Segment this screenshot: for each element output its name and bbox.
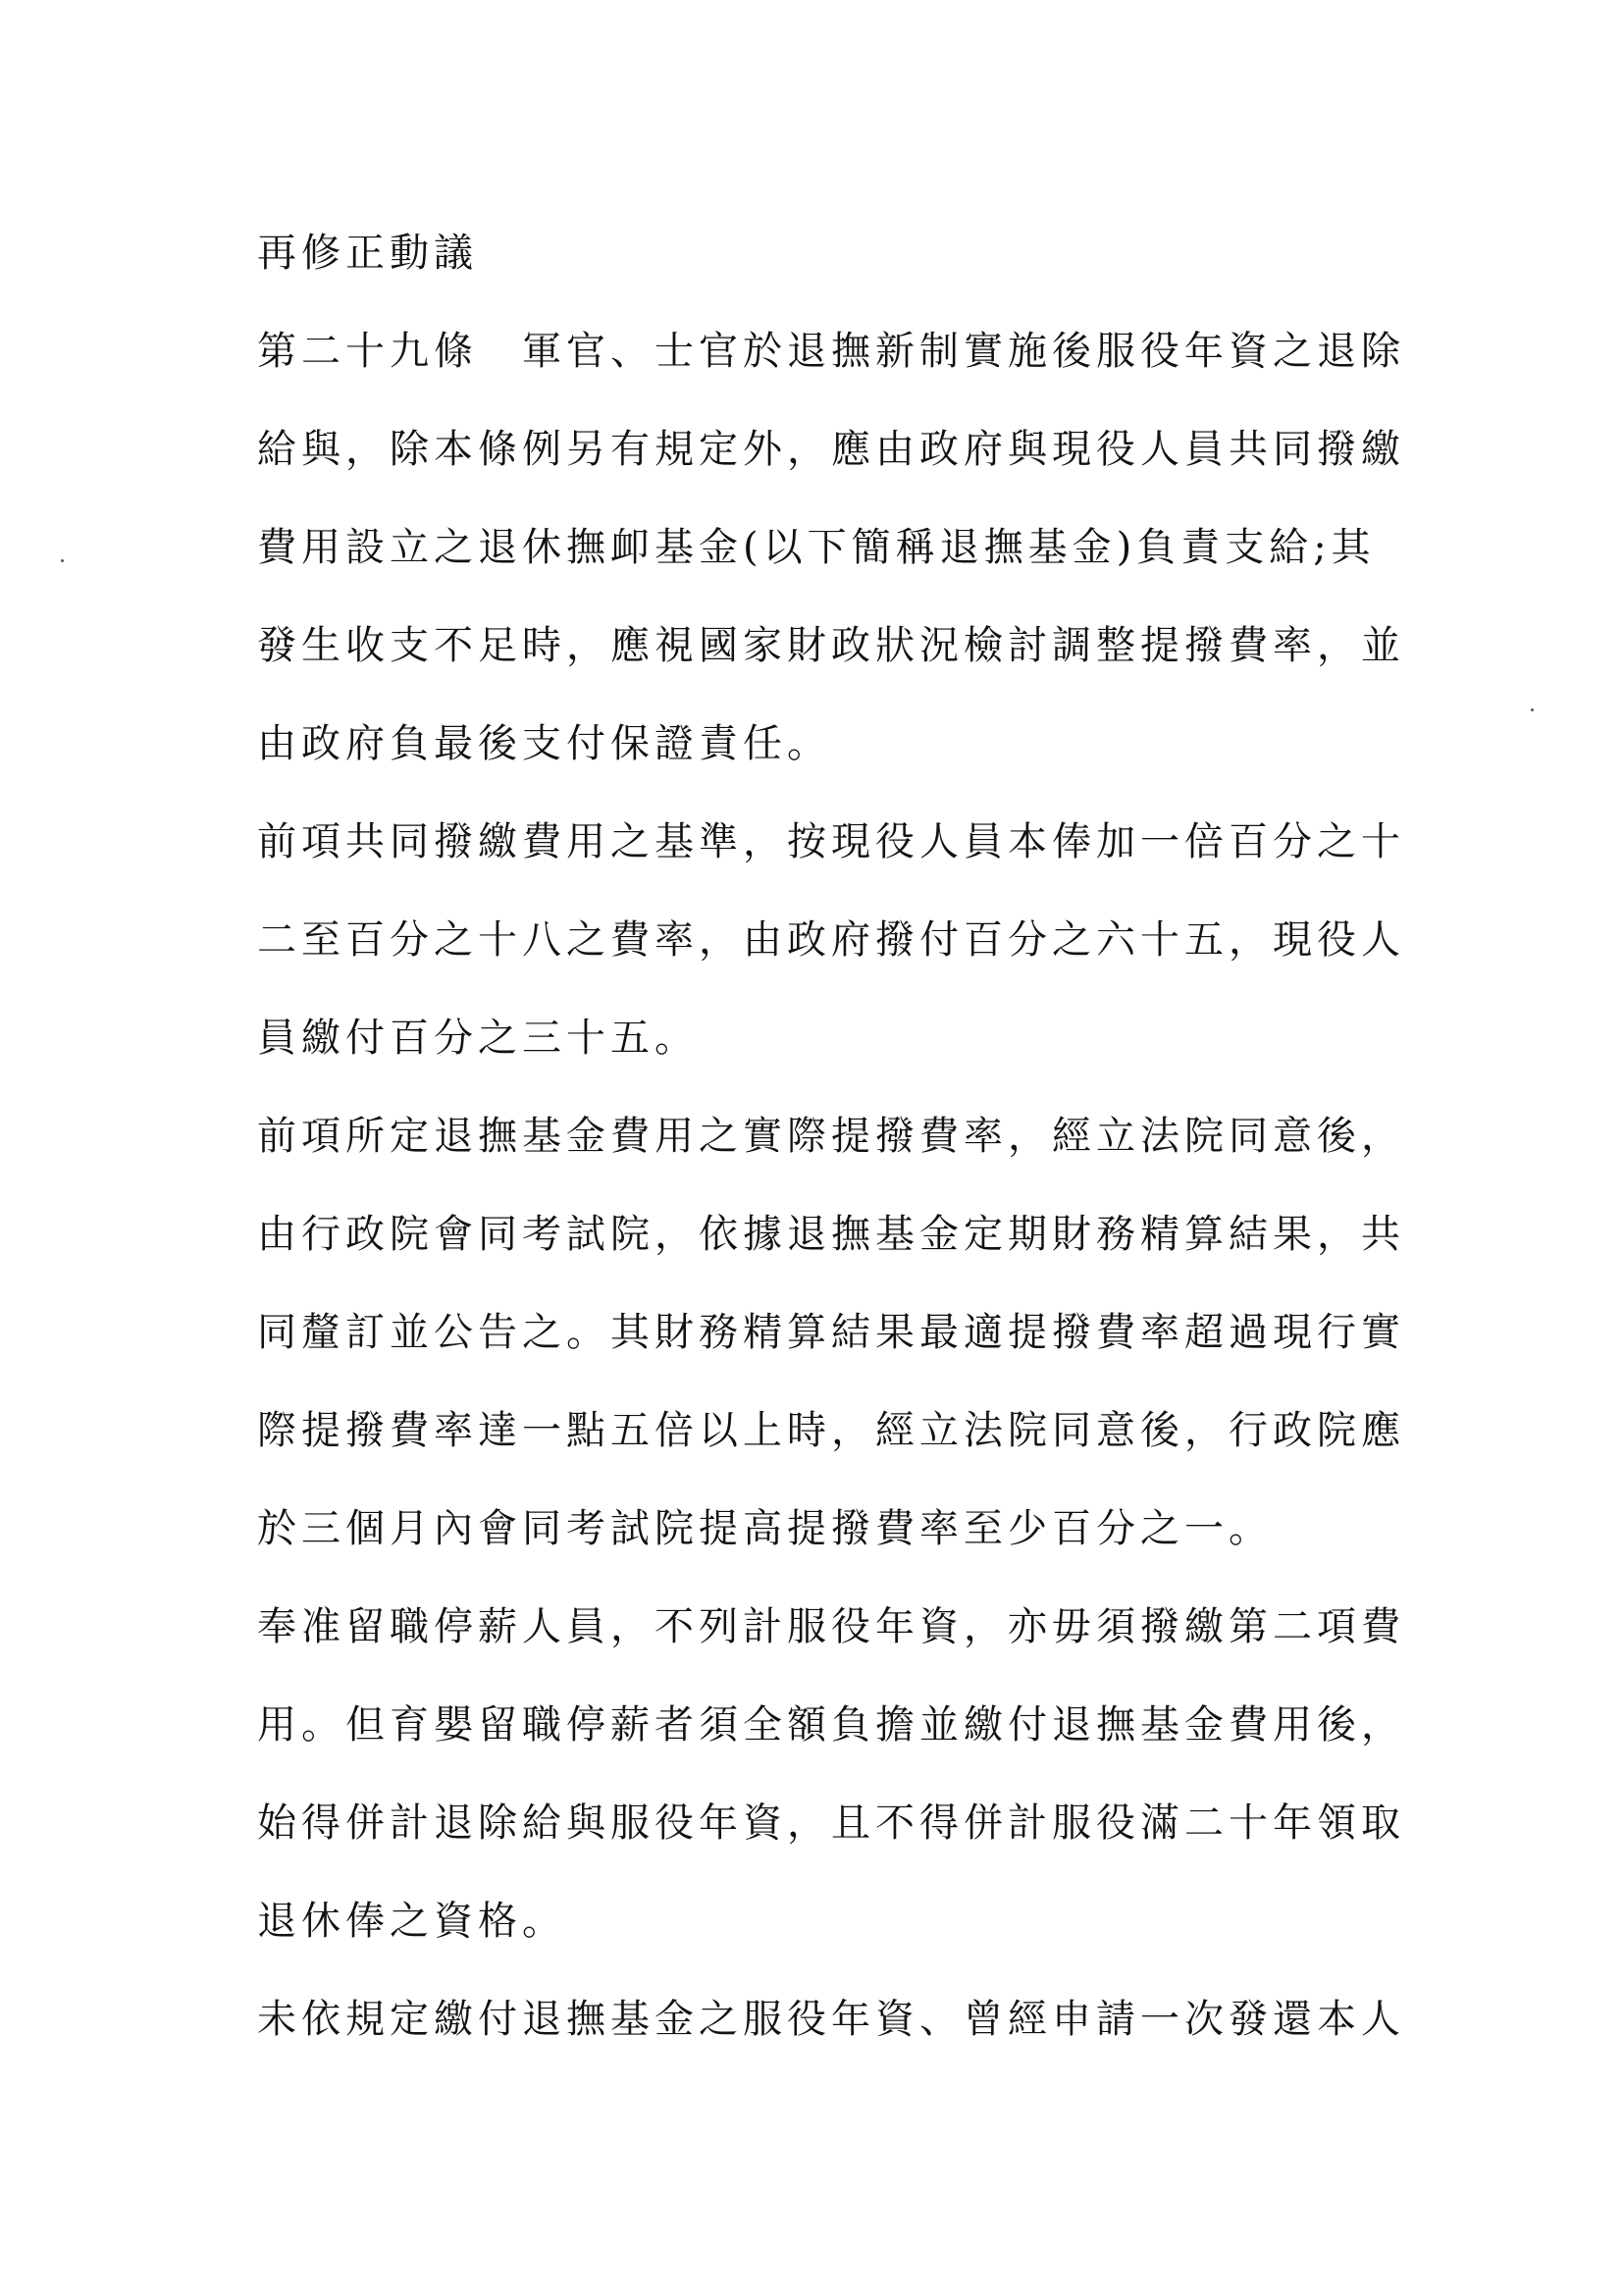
text-line: 於三個月內會同考試院提高提撥費率至少百分之一。 (257, 1506, 1273, 1551)
text-line: 前項所定退撫基金費用之實際提撥費率，經立法院同意後， (257, 1114, 1405, 1159)
scan-speck (61, 559, 64, 562)
text-line: 始得併計退除給與服役年資，且不得併計服役滿二十年領取 (257, 1800, 1405, 1846)
text-line: 奉准留職停薪人員，不列計服役年資，亦毋須撥繳第二項費 (257, 1604, 1405, 1649)
text-line: 由政府負最後支付保證責任。 (257, 721, 831, 766)
text-line: 員繳付百分之三十五。 (257, 1016, 699, 1061)
text-line: 際提撥費率達一點五倍以上時，經立法院同意後，行政院應 (257, 1408, 1405, 1453)
text-line: 發生收支不足時，應視國家財政狀況檢討調整提撥費率，並 (257, 623, 1405, 668)
text-line: 二至百分之十八之費率，由政府撥付百分之六十五，現役人 (257, 917, 1405, 963)
text-line: 退休俸之資格。 (257, 1899, 566, 1944)
text-line: 用。但育嬰留職停薪者須全額負擔並繳付退撫基金費用後， (257, 1702, 1405, 1748)
text-line: 費用設立之退休撫卹基金(以下簡稱退撫基金)負責支給;其 (257, 525, 1376, 570)
text-line: 同釐訂並公告之。其財務精算結果最適提撥費率超過現行實 (257, 1310, 1405, 1355)
text-line: 給與，除本條例另有規定外，應由政府與現役人員共同撥繳 (257, 427, 1405, 472)
document-heading: 再修正動議 (257, 231, 478, 276)
scan-speck (1531, 708, 1534, 711)
text-line: 第二十九條 軍官、士官於退撫新制實施後服役年資之退除 (257, 329, 1405, 374)
text-line: 由行政院會同考試院，依據退撫基金定期財務精算結果，共 (257, 1212, 1405, 1257)
text-line: 未依規定繳付退撫基金之服役年資、曾經申請一次發還本人 (257, 1997, 1405, 2042)
text-line: 前項共同撥繳費用之基準，按現役人員本俸加一倍百分之十 (257, 819, 1405, 864)
